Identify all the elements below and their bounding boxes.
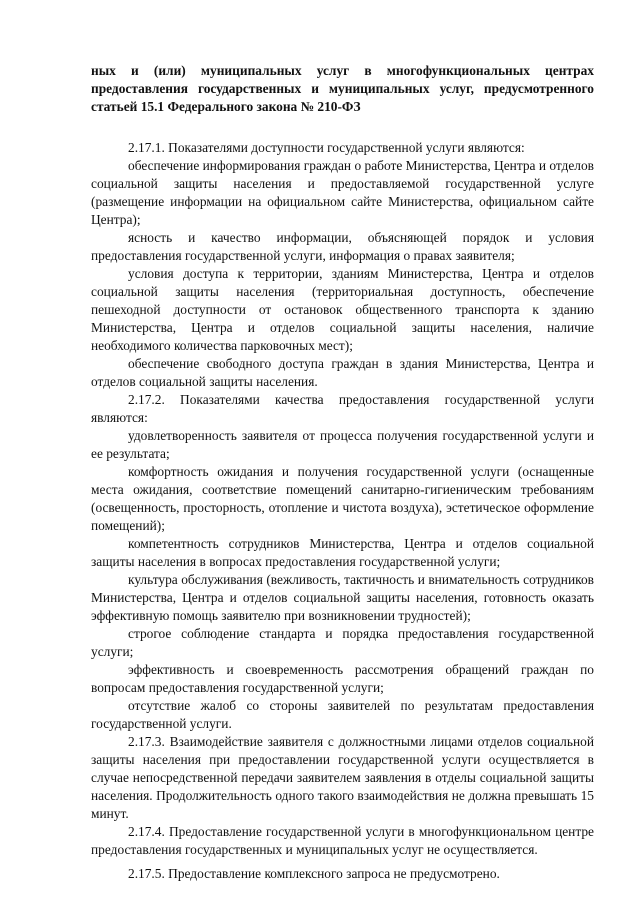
clause-2-17-4: 2.17.4. Предоставление государственной услуги в многофункциональном центре предоставления государственных и муниципальных услуг не осуществляется. — [91, 824, 594, 857]
document-page — [91, 62, 594, 883]
list-item: обеспечение свободного доступа граждан в здания Министерства, Центра и отделов социальной защиты населения. — [91, 356, 594, 389]
list-item: обеспечение информирования граждан о работе Министерства, Центра и отделов социальной защиты населения и предоставляемой государственной услуге (размещение информации на официальном сайте Министерства, официальном сайте Центра); — [91, 158, 594, 227]
clause-2-17-2: 2.17.2. Показателями качества предоставления государственной услуги являются: — [91, 392, 594, 425]
list-item: компетентность сотрудников Министерства, Центра и отделов социальной защиты населения в вопросах предоставления государственной услуги; — [91, 536, 594, 569]
list-item: отсутствие жалоб со стороны заявителей по результатам предоставления государственной услуги. — [91, 698, 594, 731]
list-item: ясность и качество информации, объясняющей порядок и условия предоставления государственной услуги, информация о правах заявителя; — [91, 230, 594, 263]
list-item: удовлетворенность заявителя от процесса получения государственной услуги и ее результата; — [91, 428, 594, 461]
clause-2-17-1: 2.17.1. Показателями доступности государственной услуги являются: — [128, 140, 525, 155]
section-heading: ных и (или) муниципальных услуг в многофункциональных центрах предоставления государственных и муниципальных услуг, предусмотренного статьей 15.1 Федерального закона № 210-ФЗ — [91, 63, 594, 114]
clause-2-17-5: 2.17.5. Предоставление комплексного запроса не предусмотрено. — [128, 866, 500, 881]
document-body — [91, 139, 594, 883]
list-item: эффективность и своевременность рассмотрения обращений граждан по вопросам предоставления государственной услуги; — [91, 662, 594, 695]
list-item: комфортность ожидания и получения государственной услуги (оснащенные места ожидания, соответствие помещений санитарно-гигиеническим требованиям (освещенность, просторность, отопление и чистота воздуха), эстетическое оформление помещений); — [91, 464, 594, 533]
clause-2-17-3: 2.17.3. Взаимодействие заявителя с должностными лицами отделов социальной защиты населения при предоставлении государственной услуги осуществляется в случае непосредственной передачи заявителем заявления в отделы социальной защиты населения. Продолжительность одного такого взаимодействия не должна превышать 15 минут. — [91, 734, 594, 821]
list-item: строгое соблюдение стандарта и порядка предоставления государственной услуги; — [91, 626, 594, 659]
list-item: культура обслуживания (вежливость, тактичность и внимательность сотрудников Министерства, Центра и отделов социальной защиты населения, готовность оказать эффективную помощь заявителю при возникновении трудностей); — [91, 572, 594, 623]
list-item: условия доступа к территории, зданиям Министерства, Центра и отделов социальной защиты населения (территориальная доступность, обеспечение пешеходной доступности от остановок общественного транспорта к зданию Министерства, Центра и отделов социальной защиты населения, наличие необходимого количества парковочных мест); — [91, 266, 594, 353]
